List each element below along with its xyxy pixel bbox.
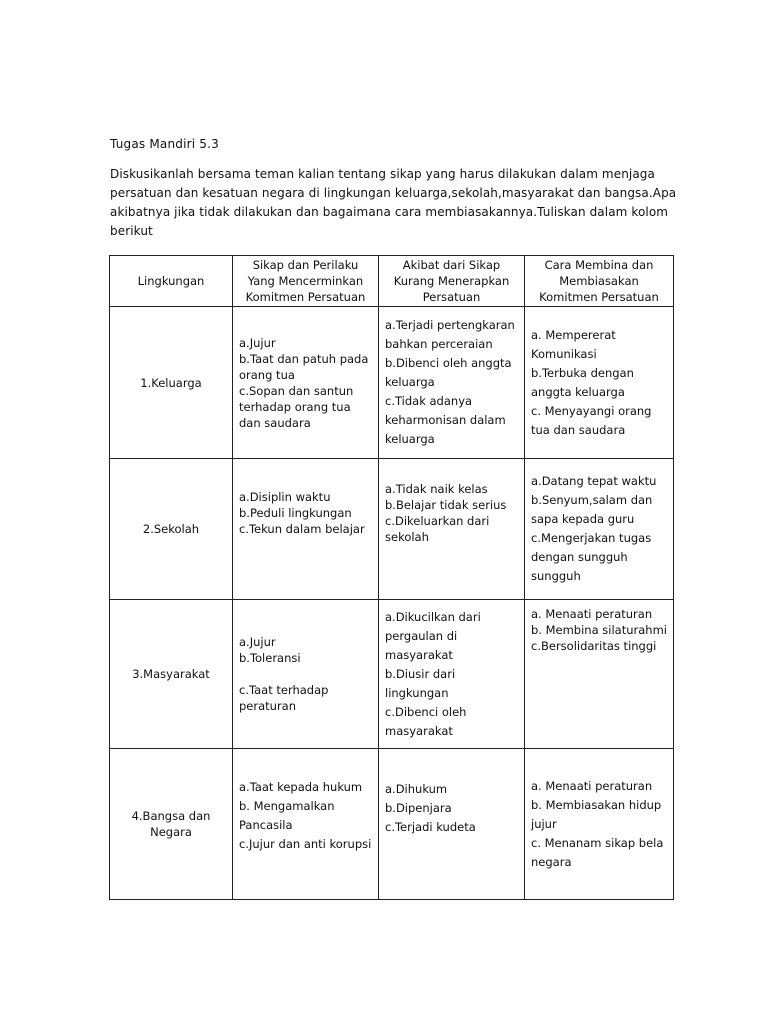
consequences-cell xyxy=(379,459,525,600)
list-item: b.Dibenci oleh anggta keluarga xyxy=(385,356,512,389)
list-item: c.Jujur dan anti korupsi xyxy=(239,837,372,851)
fostering-cell xyxy=(525,459,674,600)
list-item: c.Dibenci oleh masyarakat xyxy=(385,704,467,738)
list-item: b. Mengamalkan Pancasila xyxy=(239,799,335,832)
header-environment: Lingkungan xyxy=(110,256,233,307)
consequences-cell xyxy=(379,600,525,749)
table-row xyxy=(110,307,674,459)
list-item: b.Terbuka dengan anggta keluarga xyxy=(531,365,634,399)
list-item: a.Datang tepat waktu xyxy=(531,474,657,488)
list-item: b. Membiasakan hidup jujur xyxy=(531,797,662,831)
list-item: c.Tidak adanya keharmonisan dalam keluarga xyxy=(385,394,506,446)
list-item: a.Tidak naik kelas xyxy=(385,482,488,496)
attitudes-cell xyxy=(233,307,379,459)
list-item: a.Jujur xyxy=(239,335,276,350)
instruction-line: berikut xyxy=(110,224,153,238)
fostering-cell xyxy=(525,749,674,900)
instruction-paragraph xyxy=(110,165,677,241)
list-item: a.Disiplin waktu xyxy=(239,490,331,504)
list-item: c.Mengerjakan tugas dengan sungguh sungguh xyxy=(531,531,652,583)
list-item: c.Terjadi kudeta xyxy=(385,819,476,834)
list-item: b.Peduli lingkungan xyxy=(239,506,352,520)
fostering-cell xyxy=(525,600,674,749)
list-item: b.Senyum,salam dan sapa kepada guru xyxy=(531,493,653,526)
attitudes-cell xyxy=(233,600,379,749)
list-item: b.Dipenjara xyxy=(385,800,452,815)
instruction-line: persatuan dan kesatuan negara di lingkungan keluarga,sekolah,masyarakat dan bangsa.Apa xyxy=(110,186,677,200)
consequences-cell xyxy=(379,749,525,900)
header-fostering: Cara Membina dan Membiasakan Komitmen Persatuan xyxy=(525,256,674,307)
table-row xyxy=(110,459,674,600)
list-item: b.Belajar tidak serius xyxy=(385,498,507,512)
table-row xyxy=(110,600,674,749)
list-item: a. Menaati peraturan xyxy=(531,778,653,793)
list-item: b. Membina silaturahmi xyxy=(531,623,667,637)
fostering-cell xyxy=(525,307,674,459)
list-item: b.Toleransi xyxy=(239,651,301,665)
list-item: c.Sopan dan santun terhadap orang tua dan saudara xyxy=(239,383,354,430)
attitudes-cell xyxy=(233,749,379,900)
header-consequences: Akibat dari Sikap Kurang Menerapkan Persatuan xyxy=(379,256,525,307)
instruction-line: akibatnya jika tidak dilakukan dan bagaimana cara membiasakannya.Tuliskan dalam kolom xyxy=(110,205,669,219)
list-item: a.Dikucilkan dari pergaulan di masyarakat xyxy=(385,609,481,662)
table-header-row xyxy=(110,256,674,307)
list-item: c. Menyayangi orang tua dan saudara xyxy=(531,403,652,437)
list-item: a.Jujur xyxy=(239,635,276,649)
environment-cell: 4.Bangsa dan Negara xyxy=(110,749,233,900)
list-item: b.Diusir dari lingkungan xyxy=(385,666,456,700)
list-item: a.Terjadi pertengkaran bahkan perceraian xyxy=(385,318,515,351)
list-item: c.Tekun dalam belajar xyxy=(239,522,365,536)
table-row xyxy=(110,749,674,900)
list-item: c. Menanam sikap bela negara xyxy=(531,835,664,869)
attitudes-cell xyxy=(233,459,379,600)
list-item: a.Dihukum xyxy=(385,781,448,796)
commitment-table xyxy=(109,255,674,900)
header-attitudes: Sikap dan Perilaku Yang Mencerminkan Komitmen Persatuan xyxy=(233,256,379,307)
list-item: b.Taat dan patuh pada orang tua xyxy=(239,351,369,382)
list-item: c.Taat terhadap peraturan xyxy=(239,683,329,713)
list-item: a. Mempererat Komunikasi xyxy=(531,327,616,361)
page-title: Tugas Mandiri 5.3 xyxy=(110,137,219,151)
consequences-cell xyxy=(379,307,525,459)
list-item: a.Taat kepada hukum xyxy=(239,780,363,794)
environment-cell: 2.Sekolah xyxy=(110,459,233,600)
list-item: c.Bersolidaritas tinggi xyxy=(531,639,657,653)
list-item: a. Menaati peraturan xyxy=(531,607,653,621)
instruction-line: Diskusikanlah bersama teman kalian tentang sikap yang harus dilakukan dalam menjaga xyxy=(110,167,655,181)
list-item: c.Dikeluarkan dari sekolah xyxy=(385,514,490,544)
environment-cell: 1.Keluarga xyxy=(110,307,233,459)
environment-cell: 3.Masyarakat xyxy=(110,600,233,749)
